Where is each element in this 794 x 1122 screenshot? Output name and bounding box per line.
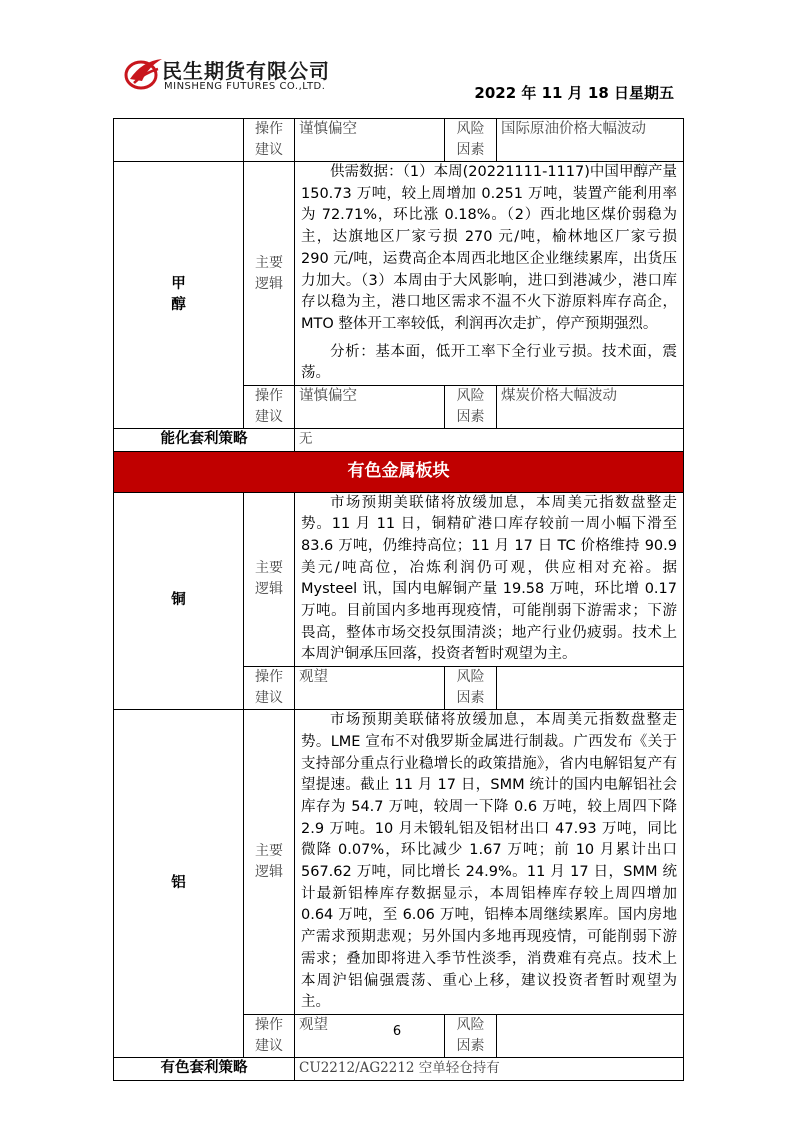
methanol-supply-paragraph: 供需数据：（1）本周(20221111-1117)中国甲醇产量 150.73 万吨，较上周增加 0.251 万吨，装置产能利用率为 72.71%，环比涨 0.18%。（2）西北地区煤价弱稳为主，达旗地区厂家亏损 270 元/吨，榆林地区厂家亏损 290 元/吨，运费高企本周西北地区企业继续累库，出货压力加大。（3）本周由于大风影响，进口到港减少，港口库存以稳为主，港口地区需求不温不火下游原料库存高企，MTO 整体开工率较低，利润再次走扩，停产预期强烈。 <box>301 164 677 332</box>
metal-strategy-label: 有色套利策略 <box>114 1058 295 1081</box>
op-label-cell: 操作 建议 <box>244 667 295 710</box>
risk-label-cell: 风险 因素 <box>445 119 497 162</box>
chem-strategy-label: 能化套利策略 <box>114 429 295 452</box>
risk-label-cell: 风险 因素 <box>445 386 497 429</box>
empty-cell <box>114 119 244 162</box>
logic-label-cell: 主要 逻辑 <box>244 162 295 386</box>
risk-value: 煤炭价格大幅波动 <box>497 386 684 429</box>
commodity-name-methanol: 甲 醇 <box>114 162 244 429</box>
minsheng-logo-icon <box>124 55 164 91</box>
risk-label-cell: 风险 因素 <box>445 1015 497 1058</box>
risk-value <box>497 667 684 710</box>
methanol-logic-text <box>295 162 684 386</box>
logic-label-cell: 主要 逻辑 <box>244 710 295 1015</box>
copper-logic-paragraph: 市场预期美联储将放缓加息，本周美元指数盘整走势。11 月 11 日，铜精矿港口库存较前一周小幅下滑至 83.6 万吨，仍维持高位；11 月 17 日 TC 价格维持 90.9 美元/吨高位，冶炼利润仍可观，供应相对充裕。据 Mysteel 讯，国内电解铜产量 19.58 万吨，环比增 0.17 万吨。目前国内多地再现疫情，可能削弱下游需求；下游畏高，整体市场交投氛围清淡；地产行业仍疲弱。技术上本周沪铜承压回落，投资者暂时观望为主。 <box>301 494 677 663</box>
logic-label-cell: 主要 逻辑 <box>244 492 295 667</box>
aluminum-logic-text <box>295 710 684 1015</box>
op-value: 谨慎偏空 <box>295 119 445 162</box>
section-title-nonferrous: 有色金属板块 <box>114 451 684 492</box>
table-row <box>114 1058 684 1081</box>
methanol-analysis-paragraph: 分析：基本面，低开工率下全行业亏损。技术面，震荡。 <box>301 343 677 382</box>
op-label-cell: 操作 建议 <box>244 386 295 429</box>
op-label-cell: 操作 建议 <box>244 1015 295 1058</box>
strategy-table <box>113 118 684 1081</box>
page-header <box>0 0 794 110</box>
logo-english-name: MINSHENG FUTURES CO.,LTD. <box>164 81 326 92</box>
table-row <box>114 710 684 1015</box>
table-row <box>114 162 684 386</box>
commodity-name-aluminum: 铝 <box>114 710 244 1058</box>
copper-logic-text <box>295 492 684 667</box>
page-number: 6 <box>392 1024 402 1039</box>
table-row <box>114 429 684 452</box>
table-row <box>114 492 684 667</box>
company-logo <box>124 53 364 103</box>
logo-chinese-name: 民生期货有限公司 <box>162 59 330 83</box>
op-value: 观望 <box>295 667 445 710</box>
commodity-name-copper: 铜 <box>114 492 244 710</box>
risk-value: 国际原油价格大幅波动 <box>497 119 684 162</box>
metal-strategy-value: CU2212/AG2212 空单轻仓持有 <box>295 1058 684 1081</box>
report-date: 2022 年 11 月 18 日星期五 <box>474 84 674 102</box>
aluminum-logic-paragraph: 市场预期美联储将放缓加息，本周美元指数盘整走势。LME 宣布不对俄罗斯金属进行制裁。广西发布《关于支持部分重点行业稳增长的政策措施》，省内电解铝复产有望提速。截止 11 月 17 日，SMM 统计的国内电解铝社会库存为 54.7 万吨，较周一下降 0.6 万吨，较上周四下降 2.9 万吨。10 月未锻轧铝及铝材出口 47.93 万吨，同比微降 0.07%，环比减少 1.67 万吨；前 10 月累计出口 567.62 万吨，同比增长 24.9%。11 月 17 日，SMM 统计最新铝棒库存数据显示，本周铝棒库存较上周四增加 0.64 万吨，至 6.06 万吨，铝棒本周继续累库。国内房地产需求预期悲观；另外国内多地再现疫情，可能削弱下游需求；叠加即将进入季节性淡季，消费难有亮点。技术上本周沪铝偏强震荡、重心上移，建议投资者暂时观望为主。 <box>301 712 677 1011</box>
chem-strategy-value: 无 <box>295 429 684 452</box>
op-value: 观望 <box>295 1015 445 1058</box>
op-value: 谨慎偏空 <box>295 386 445 429</box>
op-label-cell: 操作 建议 <box>244 119 295 162</box>
table-row <box>114 451 684 492</box>
risk-label-cell: 风险 因素 <box>445 667 497 710</box>
table-row <box>114 119 684 162</box>
